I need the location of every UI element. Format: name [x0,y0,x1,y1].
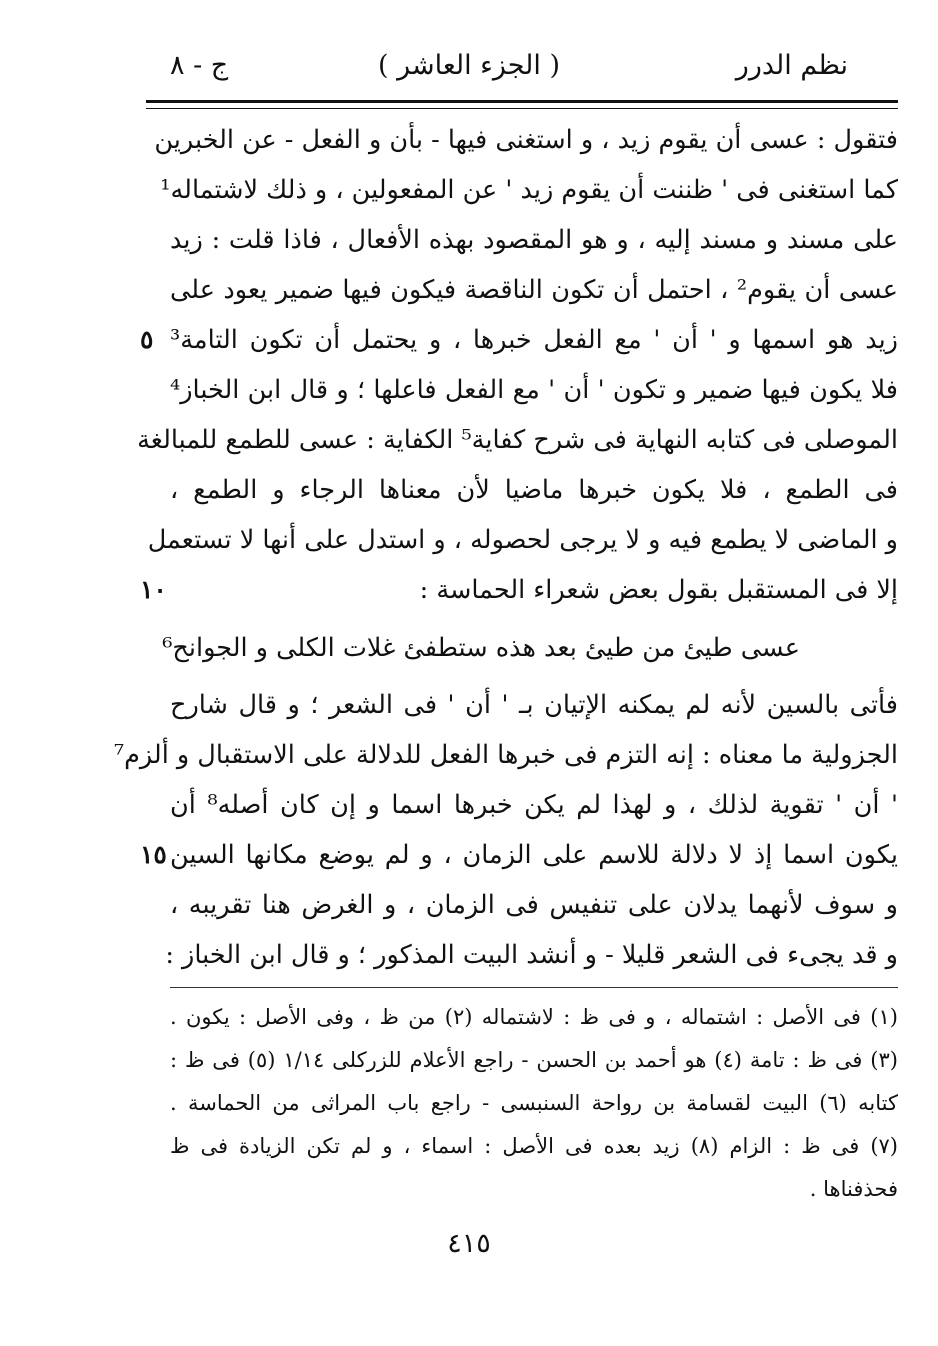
volume-label: ج - ٨ [170,50,229,81]
body-line: إلا فى المستقبل بقول بعض شعراء الحماسة : [419,575,898,605]
footnote-line: كتابه (٦) البيت لقسامة بن رواحة السنبسى - راجع باب المراثى من الحماسة . [170,1091,898,1115]
line-number-marker: ١٠ [140,575,167,604]
body-line: الموصلى فى كتابه النهاية فى شرح كفاية⁵ الكفاية : عسى للطمع للمبالغة [137,425,898,455]
body-line: ' أن ' تقوية لذلك ، و لهذا لم يكن خبرها اسما و إن كان أصله⁸ أن [170,790,898,820]
body-line: و سوف لأنهما يدلان على تنفيس فى الزمان ، و الغرض هنا تقريبه ، [170,890,898,920]
footnote-line: (١) فى الأصل : اشتماله ، و فى ظ : لاشتماله (٢) من ظ ، وفى الأصل : يكون . [170,1005,898,1029]
poetry-verse: عسى طيئ من طيئ بعد هذه ستطفئ غلات الكلى و الجوانح⁶ [162,633,800,663]
body-line: عسى أن يقوم² ، احتمل أن تكون الناقصة فيكون فيها ضمير يعود على [170,275,898,305]
body-line: زيد هو اسمها و ' أن ' مع الفعل خبرها ، و يحتمل أن تكون التامة³ [170,325,898,355]
line-number-marker: ١٥ [140,840,167,869]
footnote-line: (٣) فى ظ : تامة (٤) هو أحمد بن الحسن - راجع الأعلام للزركلى ١/١٤ (٥) فى ظ : [170,1048,898,1072]
footnote-separator [170,987,898,988]
line-number-marker: ٥ [140,325,154,354]
page-number: ٤١٥ [447,1228,491,1259]
body-line: على مسند و مسند إليه ، و هو المقصود بهذه الأفعال ، فاذا قلت : زيد [170,225,898,255]
body-line: فأتى بالسين لأنه لم يمكنه الإتيان بـ ' أن ' فى الشعر ؛ و قال شارح [170,690,898,720]
header-rule-thick [146,100,898,103]
body-line: و الماضى لا يطمع فيه و لا يرجى لحصوله ، و استدل على أنها لا تستعمل [147,525,898,555]
part-label: ( الجزء العاشر ) [377,50,561,81]
footnote-line: فحذفناها . [809,1177,898,1201]
body-line: فتقول : عسى أن يقوم زيد ، و استغنى فيها - بأن و الفعل - عن الخبرين [154,125,898,155]
body-line: و قد يجىء فى الشعر قليلا - و أنشد البيت المذكور ؛ و قال ابن الخباز : [165,940,898,970]
body-line: الجزولية ما معناه : إنه التزم فى خبرها الفعل للدلالة على الاستقبال و ألزم⁷ [113,740,898,770]
body-line: فلا يكون فيها ضمير و تكون ' أن ' مع الفعل فاعلها ؛ و قال ابن الخباز⁴ [170,375,898,405]
body-line: فى الطمع ، فلا يكون خبرها ماضيا لأن معناها الرجاء و الطمع ، [170,475,898,505]
header-rule-thin [146,108,898,109]
footnote-line: (٧) فى ظ : الزام (٨) زيد بعده فى الأصل : اسماء ، و لم تكن الزيادة فى ظ [170,1134,898,1158]
body-line: يكون اسما إذ لا دلالة للاسم على الزمان ، و لم يوضع مكانها السين [170,840,898,870]
running-title: نظم الدرر [735,50,848,81]
body-line: كما استغنى فى ' ظننت أن يقوم زيد ' عن المفعولين ، و ذلك لاشتماله¹ [160,175,898,205]
